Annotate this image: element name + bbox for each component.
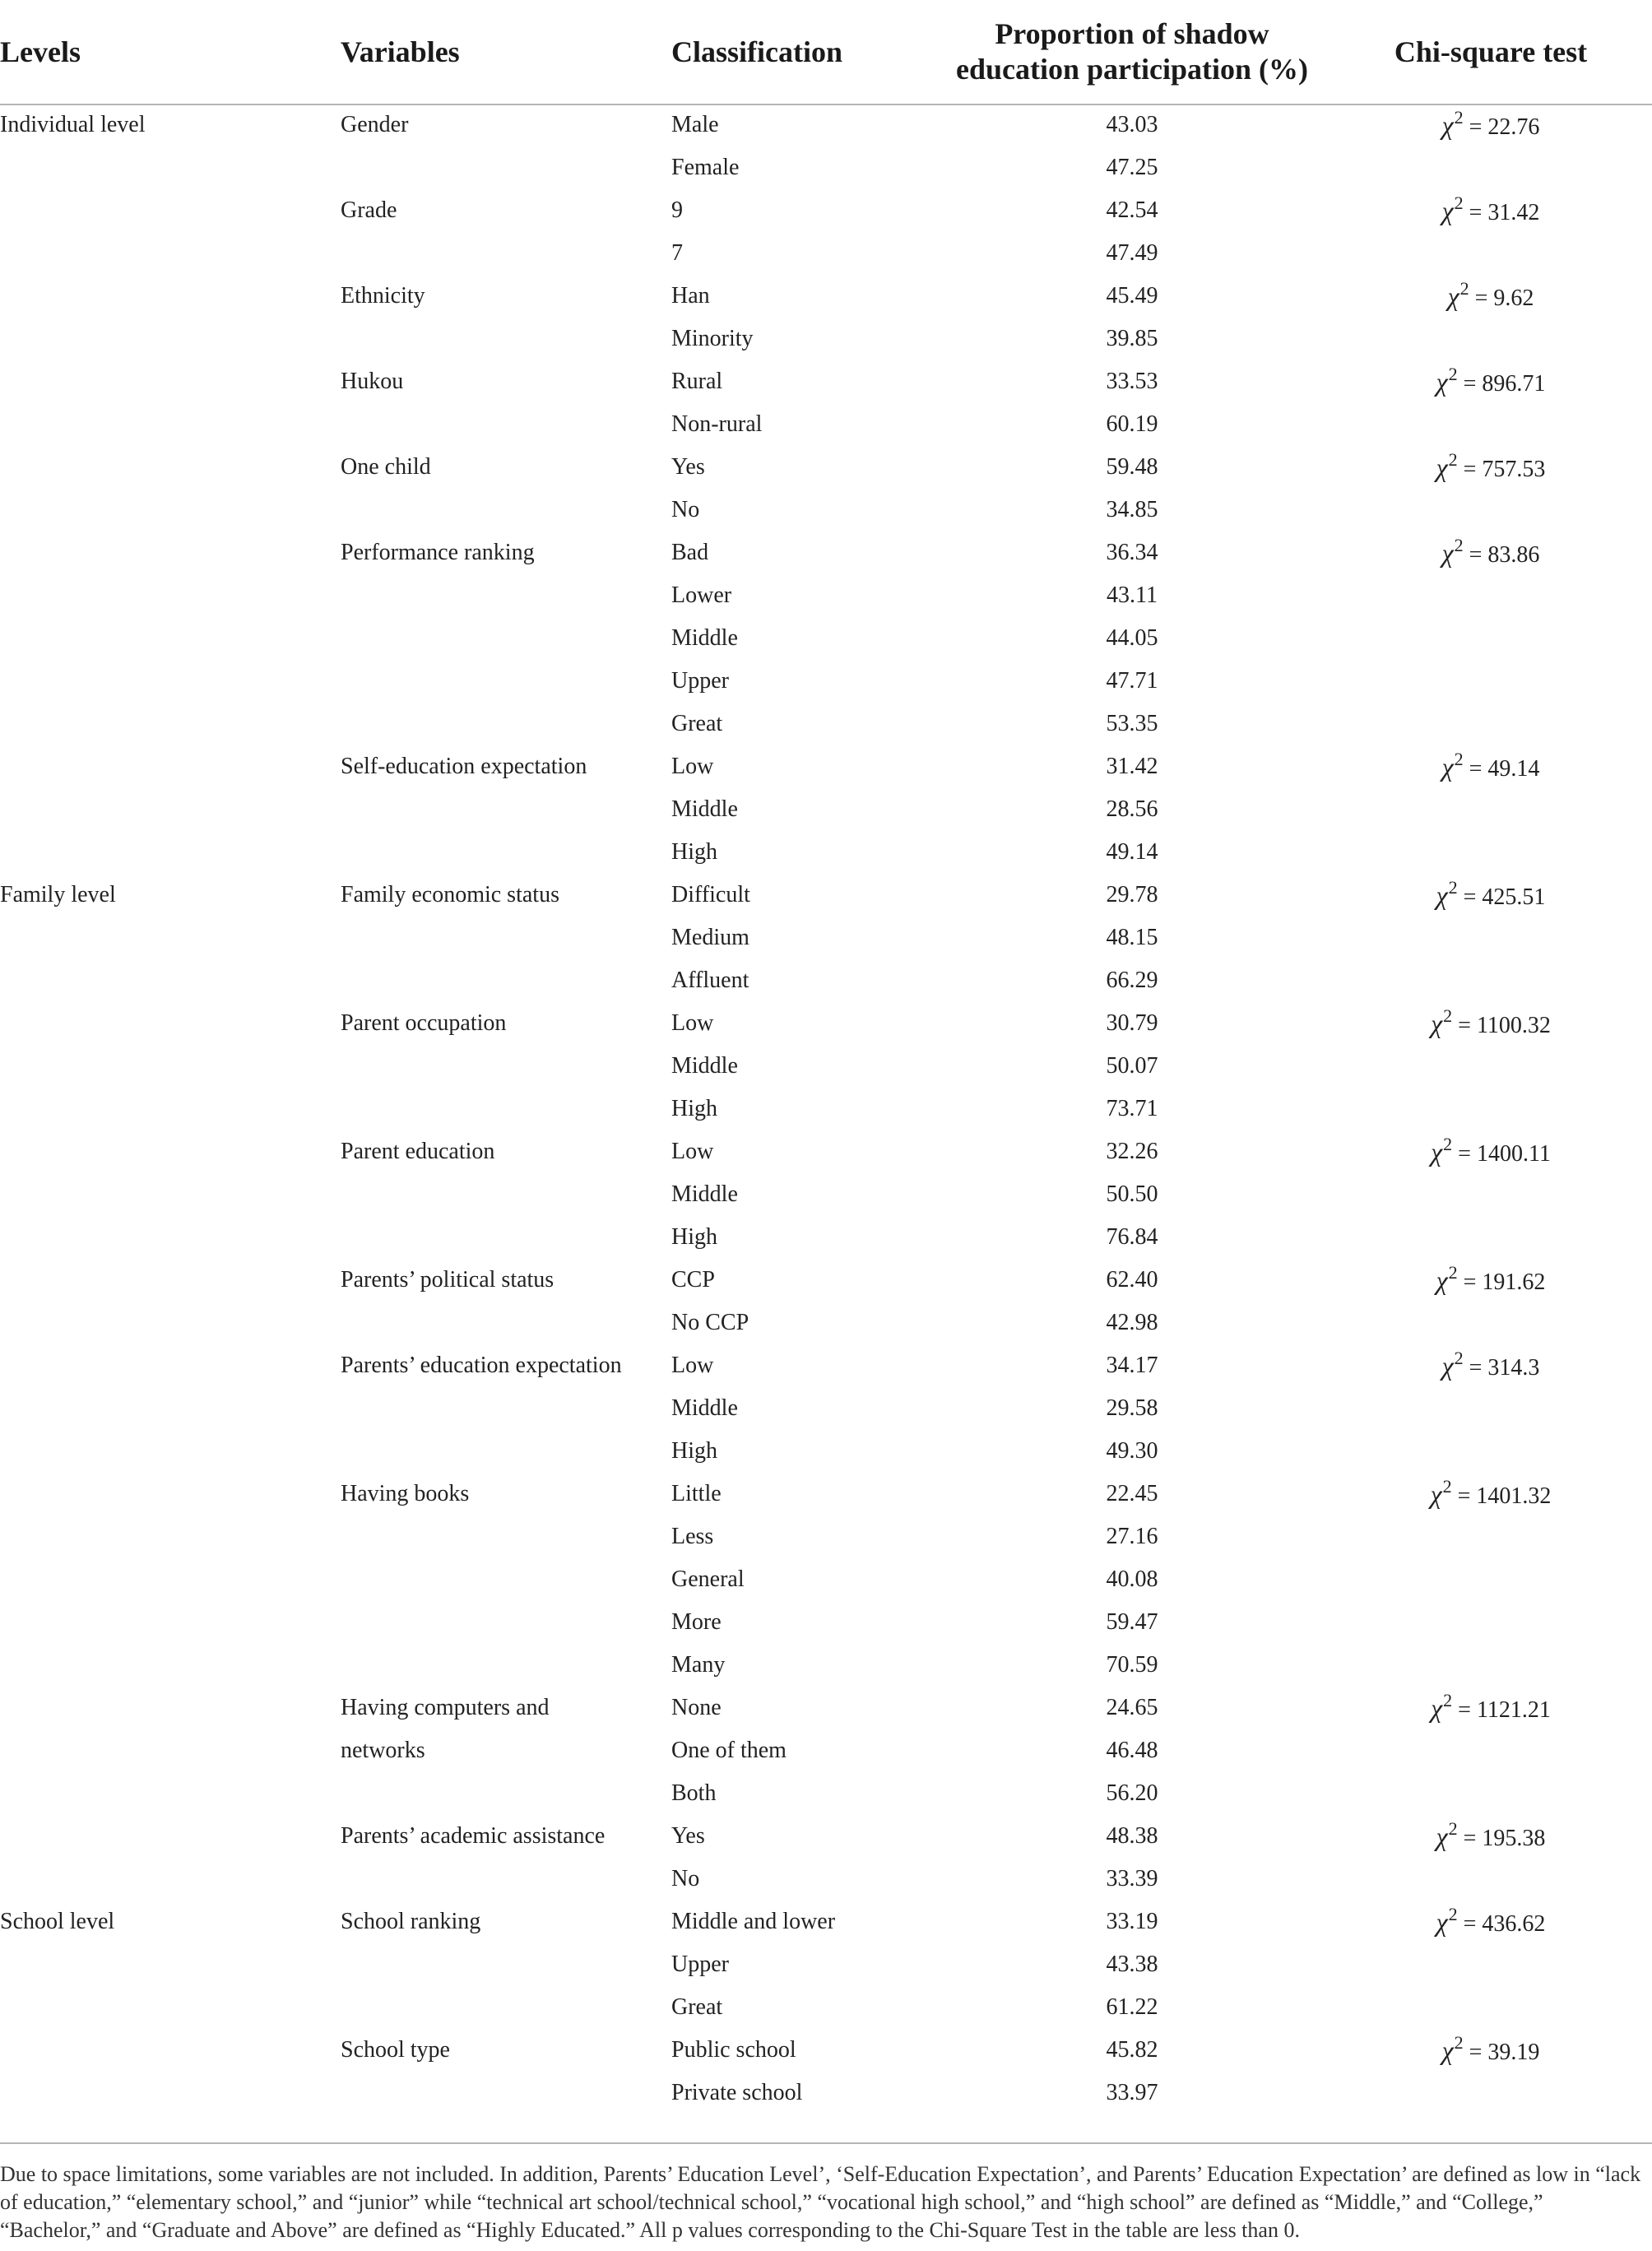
table-row bbox=[0, 446, 1652, 489]
table-row bbox=[0, 1430, 1652, 1473]
chi-symbol: χ bbox=[1441, 110, 1454, 140]
table-row bbox=[0, 617, 1652, 660]
proportion-cell: 56.20 bbox=[1106, 1780, 1158, 1806]
chi-symbol: χ bbox=[1436, 1822, 1448, 1851]
chi-superscript: 2 bbox=[1442, 1476, 1452, 1497]
classification-cell: Great bbox=[671, 711, 723, 736]
classification-cell: Minority bbox=[671, 326, 754, 351]
chi-value: = 49.14 bbox=[1469, 756, 1540, 782]
variable-cell: Parent education bbox=[341, 1139, 495, 1164]
chi-value: = 9.62 bbox=[1474, 285, 1534, 311]
classification-cell: 7 bbox=[671, 240, 683, 266]
chi-value: = 1400.11 bbox=[1458, 1141, 1551, 1167]
classification-cell: Great bbox=[671, 1994, 723, 2020]
chi-value: = 195.38 bbox=[1463, 1826, 1546, 1851]
chi-value: = 83.86 bbox=[1469, 542, 1540, 568]
chi-square-cell bbox=[1329, 917, 1652, 959]
proportion-cell: 45.82 bbox=[1106, 2037, 1158, 2063]
proportion-cell: 42.98 bbox=[1106, 1310, 1158, 1335]
chi-superscript: 2 bbox=[1454, 1348, 1464, 1368]
table-row bbox=[0, 1002, 1652, 1045]
chi-square-cell bbox=[1329, 1858, 1652, 1901]
proportion-cell: 43.03 bbox=[1106, 112, 1158, 137]
table-row bbox=[0, 1302, 1652, 1344]
chi-square-cell bbox=[1329, 189, 1652, 232]
proportion-cell: 33.97 bbox=[1106, 2080, 1158, 2105]
classification-cell: High bbox=[671, 1096, 717, 1121]
chi-square-cell bbox=[1329, 2029, 1652, 2072]
chi-square-cell bbox=[1329, 788, 1652, 831]
proportion-cell: 31.42 bbox=[1106, 754, 1158, 779]
classification-cell: General bbox=[671, 1566, 745, 1592]
table-row bbox=[0, 1173, 1652, 1216]
classification-cell: 9 bbox=[671, 197, 683, 223]
chi-square-cell bbox=[1329, 489, 1652, 531]
table-row bbox=[0, 1088, 1652, 1130]
proportion-cell: 53.35 bbox=[1106, 711, 1158, 736]
chi-symbol: χ bbox=[1431, 1693, 1443, 1723]
chi-square-cell bbox=[1329, 360, 1652, 403]
proportion-cell: 22.45 bbox=[1106, 1481, 1158, 1506]
variable-cell: Having books bbox=[341, 1481, 470, 1506]
proportion-cell: 44.05 bbox=[1106, 625, 1158, 651]
variable-cell: Ethnicity bbox=[341, 283, 425, 309]
chi-square-cell bbox=[1329, 1729, 1652, 1772]
classification-cell: No bbox=[671, 1866, 700, 1891]
classification-cell: Middle bbox=[671, 1395, 738, 1421]
variable-cell: Having computers and bbox=[341, 1695, 550, 1720]
classification-cell: Non-rural bbox=[671, 411, 763, 437]
classification-cell: Middle and lower bbox=[671, 1909, 836, 1934]
proportion-cell: 62.40 bbox=[1106, 1267, 1158, 1293]
table-row bbox=[0, 189, 1652, 232]
variable-cell: networks bbox=[341, 1738, 425, 1763]
classification-cell: Female bbox=[671, 155, 740, 180]
chi-superscript: 2 bbox=[1443, 1690, 1453, 1710]
proportion-cell: 49.14 bbox=[1106, 839, 1158, 865]
classification-cell: Middle bbox=[671, 796, 738, 822]
table-row bbox=[0, 1259, 1652, 1302]
proportion-cell: 61.22 bbox=[1106, 1994, 1158, 2020]
classification-cell: Lower bbox=[671, 582, 732, 608]
proportion-cell: 50.50 bbox=[1106, 1181, 1158, 1207]
table-row bbox=[0, 1473, 1652, 1515]
proportion-cell: 49.30 bbox=[1106, 1438, 1158, 1464]
chi-symbol: χ bbox=[1441, 196, 1454, 225]
header-chi-square: Chi-square test bbox=[1394, 35, 1588, 68]
table-footer bbox=[0, 2142, 1652, 2251]
table-row bbox=[0, 104, 1652, 146]
variable-cell: School type bbox=[341, 2037, 450, 2063]
proportion-cell: 59.47 bbox=[1106, 1609, 1158, 1635]
classification-cell: Upper bbox=[671, 1952, 729, 1977]
classification-cell: High bbox=[671, 839, 717, 865]
classification-cell: Yes bbox=[671, 1823, 705, 1849]
chi-symbol: χ bbox=[1441, 1351, 1454, 1381]
classification-cell: CCP bbox=[671, 1267, 715, 1293]
proportion-cell: 29.58 bbox=[1106, 1395, 1158, 1421]
chi-square-cell bbox=[1329, 1173, 1652, 1216]
chi-value: = 1401.32 bbox=[1457, 1483, 1552, 1509]
chi-symbol: χ bbox=[1436, 880, 1448, 910]
chi-square-cell bbox=[1329, 1815, 1652, 1858]
classification-cell: Many bbox=[671, 1652, 726, 1678]
chi-square-cell bbox=[1329, 1687, 1652, 1729]
classification-cell: Both bbox=[671, 1780, 717, 1806]
table-row bbox=[0, 1601, 1652, 1644]
chi-square-cell bbox=[1329, 1473, 1652, 1515]
table-row bbox=[0, 917, 1652, 959]
proportion-cell: 66.29 bbox=[1106, 968, 1158, 993]
classification-cell: Private school bbox=[671, 2080, 803, 2105]
chi-value: = 425.51 bbox=[1463, 884, 1546, 910]
proportion-cell: 32.26 bbox=[1106, 1139, 1158, 1164]
classification-cell: More bbox=[671, 1609, 722, 1635]
table-row bbox=[0, 1772, 1652, 1815]
chi-superscript: 2 bbox=[1454, 2032, 1464, 2053]
variable-cell: Parents’ education expectation bbox=[341, 1353, 622, 1378]
table-row bbox=[0, 1558, 1652, 1601]
chi-superscript: 2 bbox=[1448, 877, 1458, 898]
level-cell: School level bbox=[0, 1909, 115, 1934]
chi-value: = 191.62 bbox=[1463, 1269, 1546, 1295]
proportion-cell: 70.59 bbox=[1106, 1652, 1158, 1678]
header-proportion bbox=[926, 16, 1338, 87]
variable-cell: Parent occupation bbox=[341, 1010, 507, 1036]
chi-square-cell bbox=[1329, 1045, 1652, 1088]
table-row bbox=[0, 574, 1652, 617]
chi-square-cell bbox=[1329, 446, 1652, 489]
proportion-cell: 73.71 bbox=[1106, 1096, 1158, 1121]
chi-square-cell bbox=[1329, 1344, 1652, 1387]
classification-cell: Low bbox=[671, 1010, 714, 1036]
classification-cell: High bbox=[671, 1438, 717, 1464]
chi-square-cell bbox=[1329, 146, 1652, 189]
proportion-cell: 33.19 bbox=[1106, 1909, 1158, 1934]
chi-value: = 22.76 bbox=[1469, 114, 1540, 140]
variable-cell: Family economic status bbox=[341, 882, 559, 907]
classification-cell: Rural bbox=[671, 369, 723, 394]
chi-superscript: 2 bbox=[1448, 1818, 1458, 1839]
classification-cell: Han bbox=[671, 283, 710, 309]
table-row bbox=[0, 2072, 1652, 2114]
chi-square-cell bbox=[1329, 2072, 1652, 2114]
chi-superscript: 2 bbox=[1443, 1134, 1453, 1154]
header-classification: Classification bbox=[671, 35, 843, 68]
footnote: Due to space limitations, some variables are not included. In addition, Parents’ Education Level’, ‘Self-Education Expectation’, and Parents’ Education Expectation’ are defined as low in “lack of education,” “elementary school,” and “junior” while “technical art school/technical school,” “vocational high school,” and “high school” are defined as “Middle,” and “College,” “Bachelor,” and “Graduate and Above” are defined as “Highly Educated.” All p values corresponding to the Chi-Square Test in the table are less than 0. bbox=[0, 2162, 1641, 2242]
table-row bbox=[0, 1130, 1652, 1173]
chi-square-cell bbox=[1329, 1558, 1652, 1601]
classification-cell: High bbox=[671, 1224, 717, 1250]
chi-value: = 436.62 bbox=[1463, 1911, 1546, 1937]
header-proportion-line2: education participation (%) bbox=[956, 53, 1308, 86]
chi-square-cell bbox=[1329, 1259, 1652, 1302]
chi-value: = 314.3 bbox=[1469, 1355, 1540, 1381]
chi-square-cell bbox=[1329, 745, 1652, 788]
chi-symbol: χ bbox=[1441, 752, 1454, 782]
classification-cell: One of them bbox=[671, 1738, 787, 1763]
proportion-cell: 42.54 bbox=[1106, 197, 1158, 223]
proportion-cell: 30.79 bbox=[1106, 1010, 1158, 1036]
table-row bbox=[0, 703, 1652, 745]
variable-cell: Hukou bbox=[341, 369, 404, 394]
proportion-cell: 47.71 bbox=[1106, 668, 1158, 694]
chi-square-cell bbox=[1329, 1387, 1652, 1430]
proportion-cell: 48.15 bbox=[1106, 925, 1158, 950]
proportion-cell: 33.53 bbox=[1106, 369, 1158, 394]
chi-square-cell bbox=[1329, 703, 1652, 745]
table-row bbox=[0, 403, 1652, 446]
classification-cell: Less bbox=[671, 1524, 714, 1549]
chi-square-cell bbox=[1329, 1772, 1652, 1815]
table-row bbox=[0, 1644, 1652, 1687]
classification-cell: No bbox=[671, 497, 700, 522]
proportion-cell: 48.38 bbox=[1106, 1823, 1158, 1849]
variable-cell: Self-education expectation bbox=[341, 754, 587, 779]
table-row bbox=[0, 1729, 1652, 1772]
table-row bbox=[0, 1901, 1652, 1943]
table-row bbox=[0, 874, 1652, 917]
table-row bbox=[0, 1815, 1652, 1858]
chi-symbol: χ bbox=[1436, 367, 1448, 397]
table-row bbox=[0, 146, 1652, 189]
chi-value: = 757.53 bbox=[1463, 457, 1546, 482]
chi-value: = 1121.21 bbox=[1458, 1697, 1551, 1723]
classification-cell: Difficult bbox=[671, 882, 750, 907]
proportion-cell: 60.19 bbox=[1106, 411, 1158, 437]
chi-symbol: χ bbox=[1431, 1009, 1443, 1038]
chi-symbol: χ bbox=[1436, 1907, 1448, 1937]
table-row bbox=[0, 1344, 1652, 1387]
classification-cell: Public school bbox=[671, 2037, 796, 2063]
chi-square-cell bbox=[1329, 1901, 1652, 1943]
chi-superscript: 2 bbox=[1448, 449, 1458, 470]
chi-square-cell bbox=[1329, 232, 1652, 275]
proportion-cell: 43.11 bbox=[1107, 582, 1158, 608]
header-levels: Levels bbox=[0, 35, 81, 68]
table-row bbox=[0, 1986, 1652, 2029]
chi-square-cell bbox=[1329, 531, 1652, 574]
variable-cell: Parents’ academic assistance bbox=[341, 1823, 606, 1849]
chi-square-cell bbox=[1329, 318, 1652, 360]
proportion-cell: 34.85 bbox=[1106, 497, 1158, 522]
chi-superscript: 2 bbox=[1448, 1262, 1458, 1283]
chi-square-cell bbox=[1329, 1430, 1652, 1473]
table-row bbox=[0, 788, 1652, 831]
chi-superscript: 2 bbox=[1448, 1904, 1458, 1924]
chi-square-cell bbox=[1329, 1002, 1652, 1045]
chi-superscript: 2 bbox=[1454, 749, 1464, 769]
table-row bbox=[0, 318, 1652, 360]
classification-cell: Middle bbox=[671, 625, 738, 651]
classification-cell: Male bbox=[671, 112, 719, 137]
classification-cell: Bad bbox=[671, 540, 709, 565]
classification-cell: Middle bbox=[671, 1181, 738, 1207]
table-row bbox=[0, 232, 1652, 275]
table-row bbox=[0, 489, 1652, 531]
chi-square-cell bbox=[1329, 831, 1652, 874]
variable-cell: One child bbox=[341, 454, 431, 480]
variable-cell: Gender bbox=[341, 112, 409, 137]
chi-superscript: 2 bbox=[1459, 278, 1469, 299]
table-row bbox=[0, 660, 1652, 703]
chi-square-cell bbox=[1329, 574, 1652, 617]
proportion-cell: 59.48 bbox=[1106, 454, 1158, 480]
table-row bbox=[0, 745, 1652, 788]
chi-value: = 39.19 bbox=[1469, 2040, 1540, 2065]
table-row bbox=[0, 959, 1652, 1002]
chi-square-cell bbox=[1329, 275, 1652, 318]
chi-value: = 1100.32 bbox=[1458, 1013, 1551, 1038]
chi-square-cell bbox=[1329, 1216, 1652, 1259]
chi-square-cell bbox=[1329, 959, 1652, 1002]
table-row bbox=[0, 1687, 1652, 1729]
classification-cell: Little bbox=[671, 1481, 722, 1506]
chi-superscript: 2 bbox=[1443, 1005, 1453, 1026]
chi-symbol: χ bbox=[1441, 2035, 1454, 2065]
classification-cell: None bbox=[671, 1695, 722, 1720]
chi-square-cell bbox=[1329, 1302, 1652, 1344]
chi-square-cell bbox=[1329, 1130, 1652, 1173]
proportion-cell: 34.17 bbox=[1106, 1353, 1158, 1378]
table-row bbox=[0, 1943, 1652, 1986]
table-row bbox=[0, 2029, 1652, 2072]
classification-cell: Yes bbox=[671, 454, 705, 480]
chi-square-cell bbox=[1329, 1986, 1652, 2029]
proportion-cell: 24.65 bbox=[1106, 1695, 1158, 1720]
proportion-cell: 28.56 bbox=[1106, 796, 1158, 822]
proportion-cell: 76.84 bbox=[1106, 1224, 1158, 1250]
chi-square-cell bbox=[1329, 1601, 1652, 1644]
chi-square-cell bbox=[1329, 660, 1652, 703]
classification-cell: Low bbox=[671, 1353, 714, 1378]
proportion-cell: 47.25 bbox=[1106, 155, 1158, 180]
table-row bbox=[0, 831, 1652, 874]
header-variables: Variables bbox=[341, 35, 460, 68]
table-row bbox=[0, 1387, 1652, 1430]
table-row bbox=[0, 1515, 1652, 1558]
chi-superscript: 2 bbox=[1454, 535, 1464, 555]
chi-square-cell bbox=[1329, 1943, 1652, 1986]
table-row bbox=[0, 360, 1652, 403]
classification-cell: No CCP bbox=[671, 1310, 749, 1335]
classification-cell: Medium bbox=[671, 925, 749, 950]
classification-cell: Middle bbox=[671, 1053, 738, 1079]
chi-square-cell bbox=[1329, 874, 1652, 917]
chi-value: = 896.71 bbox=[1463, 371, 1546, 397]
table-row bbox=[0, 1045, 1652, 1088]
chi-value: = 31.42 bbox=[1469, 200, 1540, 225]
classification-cell: Low bbox=[671, 754, 714, 779]
chi-square-cell bbox=[1329, 1644, 1652, 1687]
proportion-cell: 40.08 bbox=[1106, 1566, 1158, 1592]
variable-cell: Parents’ political status bbox=[341, 1267, 555, 1293]
proportion-cell: 46.48 bbox=[1106, 1738, 1158, 1763]
chi-square-cell bbox=[1329, 1515, 1652, 1558]
chi-square-cell bbox=[1329, 617, 1652, 660]
chi-symbol: χ bbox=[1441, 538, 1454, 568]
table-header bbox=[0, 0, 1652, 105]
proportion-cell: 39.85 bbox=[1106, 326, 1158, 351]
proportion-cell: 50.07 bbox=[1106, 1053, 1158, 1079]
proportion-cell: 47.49 bbox=[1106, 240, 1158, 266]
table-row bbox=[0, 1216, 1652, 1259]
proportion-cell: 43.38 bbox=[1106, 1952, 1158, 1977]
header-proportion-line1: Proportion of shadow bbox=[995, 17, 1269, 50]
classification-cell: Low bbox=[671, 1139, 714, 1164]
variable-cell: Grade bbox=[341, 197, 397, 223]
chi-superscript: 2 bbox=[1454, 107, 1464, 128]
level-cell: Family level bbox=[0, 882, 116, 907]
level-cell: Individual level bbox=[0, 112, 146, 137]
table-row bbox=[0, 275, 1652, 318]
chi-symbol: χ bbox=[1431, 1137, 1443, 1167]
proportion-cell: 27.16 bbox=[1106, 1524, 1158, 1549]
chi-square-cell bbox=[1329, 104, 1652, 146]
chi-square-cell bbox=[1329, 1088, 1652, 1130]
chi-symbol: χ bbox=[1447, 281, 1459, 311]
chi-square-cell bbox=[1329, 403, 1652, 446]
proportion-cell: 33.39 bbox=[1106, 1866, 1158, 1891]
chi-symbol: χ bbox=[1430, 1479, 1442, 1509]
classification-cell: Affluent bbox=[671, 968, 749, 993]
chi-symbol: χ bbox=[1436, 1265, 1448, 1295]
proportion-cell: 45.49 bbox=[1106, 283, 1158, 309]
table-row bbox=[0, 531, 1652, 574]
table-row bbox=[0, 1858, 1652, 1901]
chi-superscript: 2 bbox=[1448, 364, 1458, 384]
chi-symbol: χ bbox=[1436, 453, 1448, 482]
proportion-cell: 29.78 bbox=[1106, 882, 1158, 907]
variable-cell: Performance ranking bbox=[341, 540, 535, 565]
proportion-cell: 36.34 bbox=[1106, 540, 1158, 565]
classification-cell: Upper bbox=[671, 668, 729, 694]
chi-superscript: 2 bbox=[1454, 193, 1464, 213]
variable-cell: School ranking bbox=[341, 1909, 481, 1934]
